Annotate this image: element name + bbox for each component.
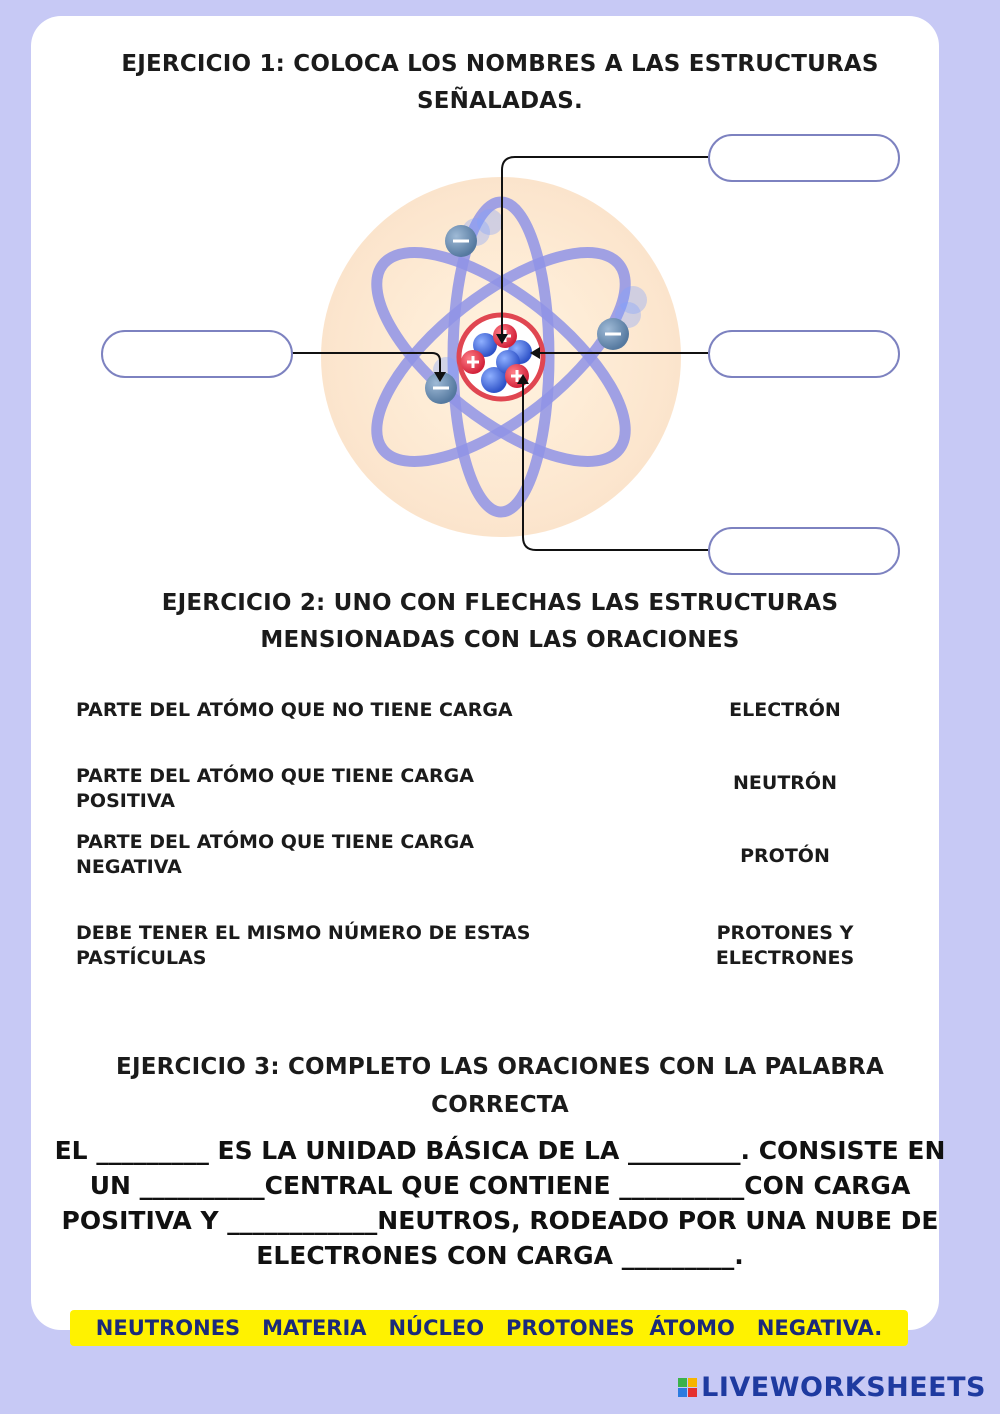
term-4[interactable] xyxy=(680,921,890,971)
answer-box-left[interactable] xyxy=(101,330,293,378)
term-1-label: ELECTRÓN xyxy=(729,699,841,721)
sentence-2-line1: PARTE DEL ATÓMO QUE TIENE CARGA xyxy=(76,765,474,787)
exercise2-title-line1: EJERCICIO 2: UNO CON FLECHAS LAS ESTRUCTURAS xyxy=(161,590,839,616)
sentence-3[interactable] xyxy=(76,830,546,880)
sentence-2[interactable] xyxy=(76,764,546,814)
word-bank xyxy=(70,1310,908,1346)
brand-name: LIVEWORKSHEETS xyxy=(701,1372,986,1403)
paragraph-line2: UN __________CENTRAL QUE CONTIENE __________CON CARGA xyxy=(89,1171,911,1200)
sentence-1-line1: PARTE DEL ATÓMO QUE NO TIENE CARGA xyxy=(76,699,513,721)
word-bank-item[interactable]: MATERIA xyxy=(262,1316,367,1340)
word-bank-item[interactable]: NEGATIVA. xyxy=(756,1316,883,1340)
term-3[interactable] xyxy=(680,844,890,869)
liveworksheets-logo-icon xyxy=(678,1378,697,1397)
exercise2-title-line2: MENSIONADAS CON LAS ORACIONES xyxy=(260,627,740,653)
word-bank-item[interactable]: NEUTRONES xyxy=(95,1316,241,1340)
sentence-2-line2: POSITIVA xyxy=(76,790,175,812)
electron-particle xyxy=(597,318,629,350)
word-bank-item[interactable]: PROTONES xyxy=(506,1316,635,1340)
word-bank-item[interactable]: NÚCLEO xyxy=(388,1316,485,1340)
exercise3-title-line1: EJERCICIO 3: COMPLETO LAS ORACIONES CON LA PALABRA xyxy=(116,1054,884,1080)
liveworksheets-brand[interactable] xyxy=(678,1372,986,1403)
word-bank-item[interactable]: ÁTOMO xyxy=(649,1316,735,1340)
term-4-line2: ELECTRONES xyxy=(715,947,855,969)
term-4-line1: PROTONES Y xyxy=(716,922,854,944)
term-2[interactable] xyxy=(680,771,890,796)
sentence-1[interactable] xyxy=(76,698,546,723)
exercise1-title-line1: EJERCICIO 1: COLOCA LOS NOMBRES A LAS ESTRUCTURAS xyxy=(121,51,879,77)
atom-diagram xyxy=(0,0,1000,600)
fill-in-paragraph xyxy=(40,1133,960,1273)
sentence-4[interactable] xyxy=(76,921,546,971)
term-1[interactable] xyxy=(680,698,890,723)
term-2-label: NEUTRÓN xyxy=(733,772,837,794)
sentence-4-line2: PASTÍCULAS xyxy=(76,947,207,969)
exercise1-title-line2: SEÑALADAS. xyxy=(417,88,583,114)
paragraph-line4: ELECTRONES CON CARGA _________. xyxy=(256,1241,744,1270)
term-3-label: PROTÓN xyxy=(740,845,830,867)
sentence-4-line1: DEBE TENER EL MISMO NÚMERO DE ESTAS xyxy=(76,922,531,944)
answer-box-right[interactable] xyxy=(708,330,900,378)
paragraph-line1: EL _________ ES LA UNIDAD BÁSICA DE LA _________. CONSISTE EN xyxy=(54,1136,946,1165)
answer-box-top[interactable] xyxy=(708,134,900,182)
exercise3-title-line2: CORRECTA xyxy=(431,1092,569,1118)
sentence-3-line1: PARTE DEL ATÓMO QUE TIENE CARGA xyxy=(76,831,474,853)
electron-particle xyxy=(445,225,477,257)
answer-box-bottom[interactable] xyxy=(708,527,900,575)
sentence-3-line2: NEGATIVA xyxy=(76,856,182,878)
paragraph-line3: POSITIVA Y ____________NEUTROS, RODEADO POR UNA NUBE DE xyxy=(61,1206,939,1235)
